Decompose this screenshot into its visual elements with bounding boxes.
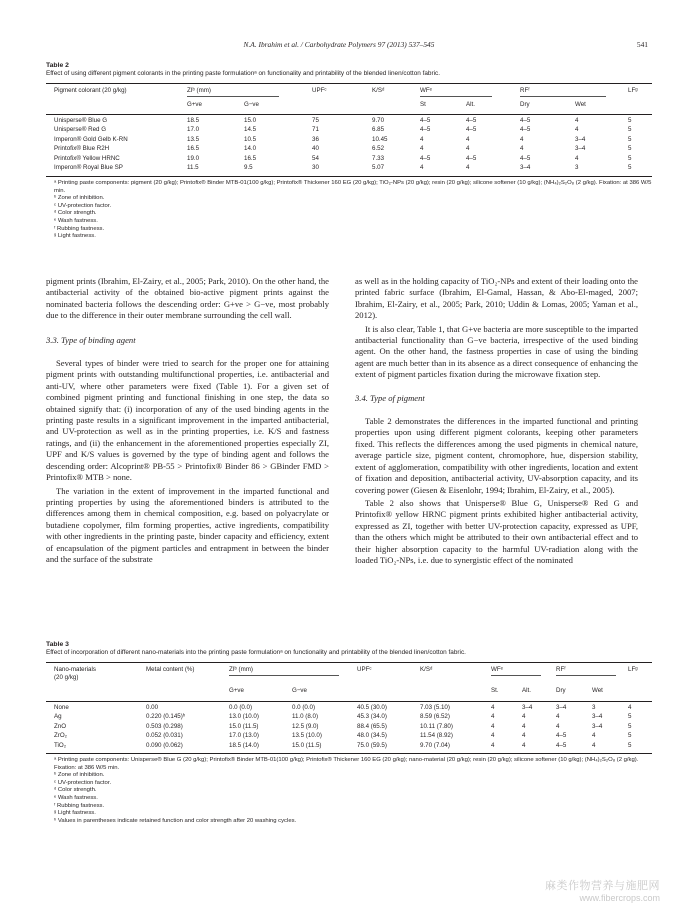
table-cell: 9.70 (7.04): [420, 741, 450, 749]
row-label: Unisperse® Blue G: [54, 117, 108, 124]
col-header-lf: LFᵍ: [628, 87, 638, 94]
col-header-gpos: G+ve: [229, 687, 244, 694]
table-cell: 5.07: [372, 164, 385, 171]
table-cell: 17.0: [187, 126, 200, 134]
table-cell: 4: [628, 704, 632, 711]
table-cell: 4–5: [466, 117, 477, 124]
table-cell: 16.5: [187, 145, 200, 153]
table-header: [46, 663, 652, 701]
table-cell: 16.5: [244, 154, 257, 162]
zi-span-rule: [229, 675, 339, 676]
paragraph: Table 2 demonstrates the differences in the imparted functional and printing properties upon using different pigment colorants, keeping other parameters fixed. This reflects the differences among the used pigments in chemical nature, average particle size, pigment content, chromophore, hue, dispersion stability, extent of agglomeration, compatibility with other ingredients, location and extent of fixation and deposition, antibacterial activity, UV-absorption capacity, and its covering power (Giesen & Eisenlohr, 1994; Ibrahim, El-Zairy, et al., 2005).: [355, 416, 638, 495]
table-cell: 4: [491, 713, 495, 721]
table-caption: Effect of using different pigment colorants in the printing paste formulationᵃ on functionality and printability of the blended linen/cotton fabric.: [46, 70, 440, 77]
table-cell: 12.5 (9.0): [292, 722, 319, 730]
col-header-gneg: G−ve: [244, 101, 259, 108]
wf-span-rule: [491, 675, 541, 676]
table-cell: 6.85: [372, 126, 385, 134]
table-cell: 4: [522, 713, 526, 721]
col-header-nano-dose: (20 g/kg): [54, 674, 79, 681]
table-footnotes: [46, 757, 652, 825]
table-cell: 4: [466, 145, 470, 153]
table-cell: 4: [520, 145, 524, 153]
table-cell: 3–4: [575, 145, 586, 153]
table-cell: 4–5: [466, 126, 477, 134]
table-cell: 5: [628, 145, 632, 153]
col-header-upf: UPFᶜ: [312, 87, 327, 94]
table-cell: 4: [491, 741, 495, 749]
col-header-zi: ZIᵇ (mm): [187, 87, 211, 94]
table-cell: 4–5: [420, 126, 431, 134]
table-cell: 4–5: [420, 154, 431, 162]
col-header-wf: WFᵉ: [420, 87, 432, 94]
col-header-alt: Alt.: [466, 101, 475, 108]
table-cell: 0.052 (0.031): [146, 732, 183, 740]
table-cell: 13.0 (10.0): [229, 713, 259, 721]
table-footnote: ᵃ Printing paste components: pigment (20 g/kg); Printofix® Binder MTB-01(100 g/kg); Printofix® Thickener 160 EG (20 g/kg); TiO₂-NPs (20 g/kg); resin (20 g/kg); silicone softener (10 g/kg); (NH₄)₂S₂O₈ (2 g/kg). Fixation: at 386 W/5 min.: [54, 180, 652, 194]
row-label: Imperon® Royal Blue SP: [54, 164, 123, 171]
row-label: ZnO: [54, 722, 67, 730]
table-cell: 10.11 (7.80): [420, 722, 453, 730]
table-cell: 3: [592, 704, 596, 711]
table-cell: 4: [420, 135, 424, 143]
table-cell: 11.54 (8.92): [420, 732, 453, 740]
table-cell: 3–4: [522, 704, 533, 711]
table-footnote: ᵍ Light fastness.: [54, 810, 96, 817]
col-header-wet: Wet: [592, 687, 603, 694]
row-label: Printofix® Blue R2H: [54, 145, 110, 153]
table-cell: 4: [491, 704, 495, 711]
table-cell: 4: [466, 164, 470, 171]
table-cell: 4: [420, 145, 424, 153]
table-cell: 4: [592, 732, 596, 740]
col-header-st: St.: [491, 687, 499, 694]
table-cell: 5: [628, 154, 632, 162]
table-label: Table 3: [46, 641, 69, 648]
col-header-wet: Wet: [575, 101, 586, 108]
body-right-column: [355, 276, 638, 566]
table-cell: 6.52: [372, 145, 385, 153]
table-cell: 40: [312, 145, 319, 153]
table-cell: 88.4 (65.5): [357, 722, 387, 730]
table-footnote: ʰ Values in parentheses indicate retained function and color strength after 20 washing cycles.: [54, 817, 297, 824]
col-header-gpos: G+ve: [187, 101, 202, 108]
table-cell: 17.0 (13.0): [229, 732, 259, 740]
table-cell: 11.0 (8.0): [292, 713, 319, 721]
table-cell: 0.0 (0.0): [229, 704, 253, 711]
table-cell: 30: [312, 164, 319, 171]
table-cell: 4–5: [420, 117, 431, 124]
table-cell: 0.0 (0.0): [292, 704, 316, 711]
table-cell: 5: [628, 135, 632, 143]
table-bottom-rule: [46, 753, 652, 754]
table-cell: 48.0 (34.5): [357, 732, 387, 740]
col-header-gneg: G−ve: [292, 687, 307, 694]
table-cell: 4–5: [466, 154, 477, 162]
table-footnote: ᵇ Zone of inhibition.: [54, 772, 105, 779]
table-cell: 4: [575, 117, 579, 124]
table-cell: 5: [628, 722, 632, 730]
table-cell: 5: [628, 117, 632, 124]
col-header-dry: Dry: [556, 687, 566, 694]
table-cell: 15.0: [244, 117, 257, 124]
table-cell: 18.5 (14.0): [229, 741, 259, 749]
row-label: Unisperse® Red G: [54, 126, 107, 134]
row-label: ZrO₂: [54, 732, 68, 740]
zi-span-rule: [187, 96, 279, 97]
table-footnote: ᶜ UV-protection factor.: [54, 779, 112, 786]
table-cell: 4: [556, 713, 560, 721]
paragraph: as well as in the holding capacity of TiO₂-NPs and extent of their loading onto the printed fabric surface (Ibrahim, El-Gamal, Hassan, & Abo-El-maged, 2007; Ibrahim, El-Zairy, et al., 2005; Park, 2010; Uddin & Lomas, 2005; Yaman et al., 2012).: [355, 276, 638, 321]
table-cell: 75.0 (59.5): [357, 741, 387, 749]
table-cell: 3–4: [592, 713, 603, 721]
table-cell: 9.5: [244, 164, 253, 171]
table-cell: 5: [628, 741, 632, 749]
table-cell: 4: [575, 154, 579, 162]
section-heading-3-3: 3.3. Type of binding agent: [46, 334, 136, 345]
table-3: [46, 641, 652, 825]
table-cell: 71: [312, 126, 319, 134]
table-cell: 15.0 (11.5): [292, 741, 322, 749]
table-cell: 40.5 (30.0): [357, 704, 387, 711]
col-header-st: St: [420, 101, 426, 108]
col-header-alt: Alt.: [522, 687, 531, 694]
table-header: [46, 84, 652, 114]
table-cell: 8.59 (6.52): [420, 713, 450, 721]
table-cell: 4: [522, 741, 526, 749]
table-caption: Effect of incorporation of different nano-materials into the printing paste formulationᵃ on functionality and printability of the blended linen/cotton fabric.: [46, 649, 466, 656]
table-cell: 4–5: [520, 154, 531, 162]
table-cell: 18.5: [187, 117, 200, 124]
table-cell: 7.33: [372, 154, 385, 162]
table-footnote: ᵍ Light fastness.: [54, 233, 96, 240]
table-cell: 14.0: [244, 145, 257, 153]
table-cell: 0.220 (0.145)ʰ: [146, 713, 186, 721]
col-header-wf: WFᵉ: [491, 666, 503, 673]
table-cell: 5: [628, 732, 632, 740]
col-header-upf: UPFᶜ: [357, 666, 372, 673]
table-cell: 3–4: [575, 135, 586, 143]
table-cell: 10.5: [244, 135, 257, 143]
watermark-site-name: 麻类作物营养与施肥网: [545, 880, 660, 892]
table-2: [46, 62, 652, 241]
page-number: 541: [636, 40, 648, 49]
col-header-metal: Metal content (%): [146, 666, 195, 673]
table-cell: 13.5 (10.0): [292, 732, 322, 740]
table-cell: 36: [312, 135, 319, 143]
table-cell: 9.70: [372, 117, 385, 124]
table-cell: 45.3 (34.0): [357, 713, 387, 721]
rf-span-rule: [520, 96, 606, 97]
table-cell: 4–5: [520, 126, 531, 134]
paragraph: The variation in the extent of improvement in the imparted functional and printing properties by using the aforementioned binders is attributed to the differences among them in chemical composition, e.g. based on polyacrylate or butadiene copolymer, film forming properties, active ingredients, compatibility with other ingredients in the printing paste, binder capacity and efficiency, extent of encapsulation of the pigment particles and entrapment in between the binder and the surface of the substrate: [46, 485, 329, 564]
rf-span-rule: [556, 675, 616, 676]
running-header: [0, 40, 678, 54]
table-cell: 5: [628, 164, 632, 171]
col-header-rf: RFᶠ: [520, 87, 530, 94]
table-cell: 4: [522, 732, 526, 740]
table-cell: 5: [628, 126, 632, 134]
table-cell: 4: [466, 135, 470, 143]
table-cell: 4–5: [556, 732, 567, 740]
col-header-rf: RFᶠ: [556, 666, 566, 673]
section-heading-3-4: 3.4. Type of pigment: [355, 392, 425, 403]
table-footnote: ᵃ Printing paste components: Unisperse® Blue G (20 g/kg); Printofix® Binder MTB-01(100 g/kg); Printofix® Thickener 160 EG (20 g/kg); nano-material (20 g/kg); resin (20 g/kg); silicone softener (10 g/kg); (NH₄)₂S₂O₈ (2 g/kg). Fixation: at 386 W/5 min.: [54, 757, 639, 771]
table-cell: 4–5: [556, 741, 567, 749]
table-cell: 4: [592, 741, 596, 749]
table-cell: 4: [556, 722, 560, 730]
table-footnote: ᵇ Zone of inhibition.: [54, 195, 105, 202]
table-footnote: ᵈ Color strength.: [54, 210, 97, 217]
row-label: Imperon® Gold Gelb K-RN: [54, 135, 128, 143]
table-cell: 15.0 (11.5): [229, 722, 259, 730]
table-cell: 13.5: [187, 135, 200, 143]
table-cell: 4: [520, 135, 524, 143]
col-header-lf: LFᵍ: [628, 666, 638, 673]
col-header-ks: K/Sᵈ: [420, 666, 433, 673]
table-cell: 54: [312, 154, 319, 162]
table-cell: 4: [491, 722, 495, 730]
table-cell: 4: [491, 732, 495, 740]
paragraph: Table 2 also shows that Unisperse® Blue G, Unisperse® Red G and Printofix® yellow HRNC pigment prints exhibited higher antibacterial activity, expressed as ZI, together with better UV-protection capacity, expressed as UPF, than the others which might be attributed to their own antibacterial effect and to their higher absorption capacity to the harmful UV-radiation along with the loaded TiO₂-NPs, i.e. due to synergistic effect of the nominated: [355, 497, 638, 565]
table-footnote: ᶠ Rubbing fastness.: [54, 802, 105, 809]
watermark-url: www.fibercrops.com: [579, 893, 660, 903]
watermark: [545, 877, 660, 903]
table-cell: 3–4: [520, 164, 531, 171]
table-cell: 0.090 (0.062): [146, 741, 183, 749]
body-left-column: [46, 276, 329, 565]
col-header-colorant: Pigment colorant (20 g/kg): [54, 87, 127, 94]
table-cell: 4: [522, 722, 526, 730]
col-header-zi: ZIᵇ (mm): [229, 666, 253, 673]
table-footnote: ᶠ Rubbing fastness.: [54, 225, 105, 232]
table-footnote: ᶜ UV-protection factor.: [54, 202, 112, 209]
table-cell: 0.00: [146, 704, 159, 711]
table-cell: 3–4: [556, 704, 567, 711]
table-cell: 10.45: [372, 135, 388, 143]
col-header-ks: K/Sᵈ: [372, 87, 385, 94]
table-cell: 14.5: [244, 126, 257, 134]
table-cell: 4: [575, 126, 579, 134]
row-label: None: [54, 704, 69, 711]
col-header-dry: Dry: [520, 101, 530, 108]
row-label: Ag: [54, 713, 62, 721]
table-cell: 4: [420, 164, 424, 171]
table-footnote: ᵉ Wash fastness.: [54, 217, 98, 224]
journal-citation: N.A. Ibrahim et al. / Carbohydrate Polymers 97 (2013) 537–545: [243, 40, 435, 49]
table-cell: 5: [628, 713, 632, 721]
table-cell: 0.503 (0.298): [146, 722, 183, 730]
table-cell: 11.5: [187, 164, 199, 171]
row-label: TiO₂: [54, 741, 67, 749]
table-cell: 7.03 (5.10): [420, 704, 450, 711]
table-body: [46, 115, 652, 176]
table-cell: 3–4: [592, 722, 603, 730]
table-cell: 19.0: [187, 154, 200, 162]
table-footnote: ᵈ Color strength.: [54, 787, 97, 794]
paragraph: pigment prints (Ibrahim, El-Zairy, et al., 2005; Park, 2010). On the other hand, the antibacterial activity of the obtained bio-active pigment prints against the nominated bacteria follows the descending order: G+ve > G−ve, most probably due to the difference in their outer membrane surrounding the cell wall.: [46, 276, 329, 321]
col-header-nano: Nano-materials: [54, 666, 96, 673]
table-bottom-rule: [46, 176, 652, 177]
table-cell: 3: [575, 164, 579, 171]
table-cell: 4–5: [520, 117, 531, 124]
paragraph: Several types of binder were tried to search for the proper one for attaining pigment prints with outstanding multifunctional properties, i.e. antibacterial and anti-UV, where other parameters were fixed (Table 1). For a given set of combined pigment printing and functional finishing in one step, the data so obtained signify that: (i) incorporation of any of the used binding agents in the printing paste results in a significant improvement in the imparted antibacterial, and UV-protection as well as in the printing properties, i.e. K/S and fastness ratings, and (ii) the enhancement in the aforementioned properties especially ZI, UPF and K/S values is governed by the type of binding agent and follows the descending order: Alcoprint® PB-55 > Printofix® Binder 86 > GBinder FMD > Printofix® MTB > none.: [46, 358, 329, 483]
table-label: Table 2: [46, 62, 69, 69]
table-body: [46, 702, 652, 753]
wf-span-rule: [420, 96, 492, 97]
row-label: Printofix® Yellow HRNC: [54, 154, 120, 162]
table-cell: 75: [312, 117, 319, 124]
paragraph: It is also clear, Table 1, that G+ve bacteria are more susceptible to the imparted antibacterial functionality than G−ve bacteria, irrespective of the used binding agent. On the other hand, the fastness properties in case of using the binding agent are much better than in its absence as a direct consequence of enhancing the extent of pigment particles fixation during the microwave fixation step.: [355, 323, 638, 380]
table-footnotes: [46, 180, 652, 241]
table-footnote: ᵉ Wash fastness.: [54, 794, 98, 801]
